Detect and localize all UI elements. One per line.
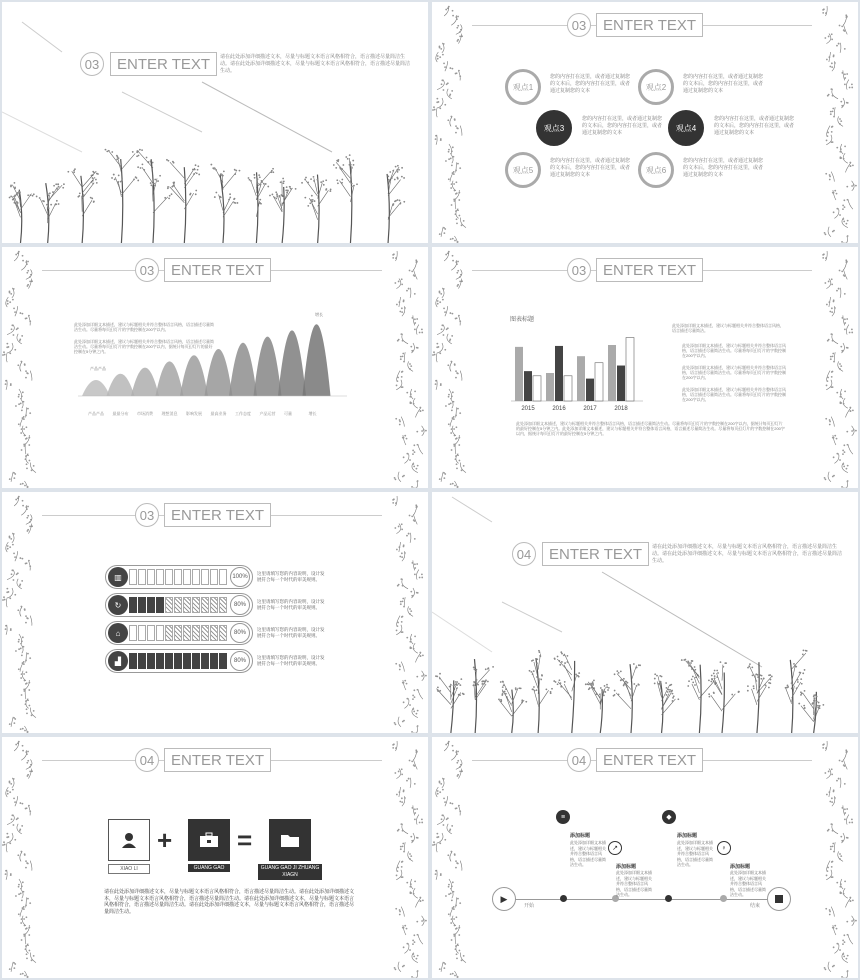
- bar: [524, 371, 532, 401]
- point-3-text: 您的内容打在这里，或者通过复制您的文本后，您的内容打在这里，或者通过复制您的文本: [582, 116, 663, 136]
- section-number: 03: [567, 258, 591, 282]
- tree: [269, 178, 296, 243]
- hill-label: 最最分布: [112, 411, 129, 416]
- progress-cell: [183, 569, 191, 585]
- progress-cell: [129, 625, 137, 641]
- slide-6[interactable]: [432, 492, 858, 733]
- progress-cell: [210, 625, 218, 641]
- milestone-4-text: 此处添加详细文本描述，建议与标题相关并符合整体语言风格，语言描述尽量简洁生动。: [730, 870, 766, 897]
- progress-text: 这里请填写您的内容说明，设计发展符合每一个时代的审美规则。: [257, 599, 325, 610]
- slide-title: ENTER TEXT: [596, 258, 703, 282]
- hill-label: 理想消息: [161, 411, 178, 416]
- progress-row: [105, 565, 327, 589]
- floral-border-left: [432, 737, 468, 978]
- hill-shape: [82, 380, 110, 396]
- progress-cell: [156, 653, 164, 669]
- milestone-2-text: 此处添加详细文本描述，建议与标题相关并符合整体语言风格，语言描述尽量简洁生动。: [616, 870, 652, 897]
- tree: [613, 663, 641, 733]
- bullet-2: 此处添加详细文本描述，建议与标题相关并符合整体语言风格，语言描述尽量简洁生动。尽量将每页幻灯片的字数控制在200字以内。: [682, 365, 786, 380]
- chart-title: 图表标题: [510, 317, 535, 323]
- point-3-bubble: 观点3: [536, 110, 572, 146]
- plus-icon: +: [157, 825, 173, 855]
- tree: [301, 175, 331, 243]
- progress-cell: [156, 625, 164, 641]
- hill-shape: [254, 337, 282, 396]
- floral-border-left: [2, 492, 38, 733]
- area-hills-chart: [72, 303, 352, 423]
- stop-button[interactable]: [767, 887, 791, 911]
- progress-cell: [129, 653, 137, 669]
- progress-cell: [183, 653, 191, 669]
- bar-chart: [507, 327, 647, 417]
- timeline-dot: [665, 895, 672, 902]
- progress-cell: [174, 597, 182, 613]
- floral-border-left: [2, 737, 38, 978]
- first-hill-label: 产品产品: [90, 366, 106, 371]
- toolbox-label: GUANG GAO: [188, 864, 230, 872]
- tree-illustration: [432, 643, 858, 733]
- progress-text: 这里请填写您的内容说明，设计发展符合每一个时代的审美规则。: [257, 571, 325, 582]
- chart-footer-text: 此处添加详细文本描述，建议与标题相关并符合整体语言风格，语言描述尽量简洁生动。尽量将每页幻灯片的字数控制在200字以内，据统计每页幻灯片的最好控制在5分钟之内。此处添加详细文本描述，建议与标题相关并符合整体语言风格，语言描述尽量简洁生动。尽量将每页幻灯片的字数控制在200字以内，据统计每页幻灯片的最好控制在5分钟之内。: [516, 421, 785, 436]
- floral-border-left: [2, 247, 38, 488]
- bullet-3: 此处添加详细文本描述，建议与标题相关并符合整体语言风格，语言描述尽量简洁生动。尽量将每页幻灯片的字数控制在200字以内。: [682, 387, 786, 402]
- point-5-bubble: 观点5: [505, 152, 541, 188]
- floral-border-right: [392, 247, 428, 488]
- slide-7[interactable]: [2, 737, 428, 978]
- toolbox-box: [188, 819, 230, 861]
- progress-cell: [138, 625, 146, 641]
- section-number: 03: [135, 503, 159, 527]
- progress-cell: [210, 569, 218, 585]
- x-tick-label: 2015: [521, 406, 535, 412]
- hill-shape: [205, 349, 233, 396]
- milestone-1-title: 添加标题: [570, 833, 591, 839]
- tree: [747, 662, 773, 733]
- slide-description: 请在此处添加详细描述文本，尽量与标题文本语言风格相符合，语言描述尽量简洁生动。请在此处添加详细描述文本，尽量与标题文本语言风格相符合，语言描述尽量简洁生动。: [220, 54, 411, 74]
- hill-label: 影响发展: [186, 411, 202, 416]
- point-1-text: 您的内容打在这里，或者通过复制您的文本后，您的内容打在这里，或者通过复制您的文本: [550, 74, 631, 94]
- bar: [577, 356, 585, 401]
- progress-cell: [165, 569, 173, 585]
- progress-cell: [138, 569, 146, 585]
- refresh-icon: ↻: [108, 595, 128, 615]
- tree-illustration: [2, 143, 428, 243]
- slide-5[interactable]: [2, 492, 428, 733]
- progress-cell: [183, 597, 191, 613]
- progress-cell: [156, 569, 164, 585]
- slide-2[interactable]: [432, 2, 858, 243]
- person-box: [108, 819, 150, 861]
- progress-cell: [165, 653, 173, 669]
- tree: [67, 168, 98, 243]
- tree: [435, 673, 465, 733]
- point-6-text: 您的内容打在这里，或者通过复制您的文本后，您的内容打在这里，或者通过复制您的文本: [683, 158, 764, 178]
- section-number: 03: [135, 258, 159, 282]
- stop-icon: [775, 895, 783, 903]
- hill-label: 增长: [308, 411, 317, 416]
- hill-label: 最高业务: [210, 411, 227, 416]
- section-number: 04: [567, 748, 591, 772]
- percent-badge: 80%: [230, 651, 250, 671]
- floral-border-right: [822, 2, 858, 243]
- point-5-text: 您的内容打在这里，或者通过复制您的文本后，您的内容打在这里，或者通过复制您的文本: [550, 158, 631, 178]
- bar: [515, 347, 523, 401]
- tree: [105, 149, 140, 243]
- hill-label: 市场消费: [137, 411, 153, 416]
- user-icon: [120, 831, 138, 849]
- progress-cell: [201, 625, 209, 641]
- tree: [798, 690, 824, 733]
- slide-4[interactable]: [432, 247, 858, 488]
- slide-1[interactable]: [2, 2, 428, 243]
- tree: [553, 651, 580, 733]
- progress-cell: [219, 653, 227, 669]
- point-2-text: 您的内容打在这里，或者通过复制您的文本后，您的内容打在这里，或者通过复制您的文本: [683, 74, 764, 94]
- hill-shape: [180, 355, 208, 396]
- floral-border-left: [432, 2, 468, 243]
- progress-text: 这里请填写您的内容说明，设计发展符合每一个时代的审美规则。: [257, 655, 325, 666]
- section-number: 04: [135, 748, 159, 772]
- progress-cell: [138, 653, 146, 669]
- progress-cell: [174, 569, 182, 585]
- progress-cell: [129, 569, 137, 585]
- slide-description: 请在此处添加详细描述文本，尽量与标题文本语言风格相符合，语言描述尽量简洁生动。请在此处添加详细描述文本，尽量与标题文本语言风格相符合，语言描述尽量简洁生动。: [652, 544, 843, 564]
- slide-title: ENTER TEXT: [164, 503, 271, 527]
- floral-border-right: [392, 737, 428, 978]
- point-4-text: 您的内容打在这里，或者通过复制您的文本后，您的内容打在这里，或者通过复制您的文本: [714, 116, 795, 136]
- point-4-bubble: 观点4: [668, 110, 704, 146]
- bar: [555, 346, 563, 401]
- progress-cell: [192, 625, 200, 641]
- hill-label: 产品产品: [88, 411, 104, 416]
- progress-cell: [183, 625, 191, 641]
- hill-label: 工作态度: [235, 411, 251, 416]
- tree: [248, 168, 275, 243]
- milestone-1-text: 此处添加详细文本描述，建议与标题相关并符合整体语言风格，语言描述尽量简洁生动。: [570, 840, 606, 867]
- progress-cell: [174, 625, 182, 641]
- folder-label: GUANG GAO JI ZHUANG XIAGN: [258, 864, 322, 880]
- tree: [585, 679, 610, 733]
- floral-border-right: [822, 247, 858, 488]
- bar: [608, 345, 616, 401]
- progress-cell: [219, 569, 227, 585]
- percent-badge: 80%: [230, 595, 250, 615]
- hill-shape: [229, 343, 257, 396]
- milestone-3-text: 此处添加详细文本描述，建议与标题相关并符合整体语言风格，语言描述尽量简洁生动。: [677, 840, 713, 867]
- progress-row: [105, 593, 327, 617]
- folder-icon: [280, 832, 300, 848]
- toolbox-icon: [199, 832, 219, 848]
- hill-shape: [303, 324, 331, 396]
- tree: [210, 164, 240, 243]
- network-icon: ◆: [662, 810, 676, 824]
- point-2-bubble: 观点2: [638, 69, 674, 105]
- equals-icon: =: [237, 825, 253, 855]
- x-tick-label: 2017: [583, 406, 597, 412]
- slide-title: ENTER TEXT: [164, 258, 271, 282]
- slide-description: 请在此处添加详细描述文本，尽量与标题文本语言风格相符合，语言描述尽量简洁生动。请在此处添加详细描述文本，尽量与标题文本语言风格相符合，语言描述尽量简洁生动。请在此处添加详细描述文本，尽量与标题文本语言风格相符合，语言描述尽量简洁生动。请在此处添加详细描述文本，尽量与标题文本语言风格相符合，语言描述尽量简洁生动。: [104, 889, 355, 915]
- hill-shape: [156, 361, 184, 396]
- progress-cell: [201, 569, 209, 585]
- timeline-axis: [507, 899, 777, 900]
- person-label: XIAO LI: [108, 864, 150, 874]
- end-label: 结束: [750, 903, 761, 909]
- progress-cell: [219, 597, 227, 613]
- timeline-dot: [560, 895, 567, 902]
- description-2: 此处添加详细文本描述，建议与标题相关并符合整体语言风格，语言描述尽量简洁生动。尽量将每页幻灯片的字数控制在200字以内，据统计每页幻灯片的最好控制在5分钟之内。: [74, 339, 214, 354]
- tree: [9, 182, 35, 243]
- x-tick-label: 2018: [614, 406, 628, 412]
- progress-cell: [165, 625, 173, 641]
- milestone-4-title: 添加标题: [730, 864, 751, 870]
- chart-description: 此处添加详细文本描述，建议与标题相关并符合整体语言风格，语言描述尽量简洁。: [672, 323, 784, 333]
- bar: [595, 363, 603, 401]
- start-label: 开始: [524, 903, 535, 909]
- tree: [708, 661, 740, 733]
- hill-label: 可量: [284, 411, 292, 416]
- tree: [473, 659, 494, 733]
- floral-border-left: [432, 247, 468, 488]
- progress-cell: [174, 653, 182, 669]
- progress-cell: [201, 597, 209, 613]
- description-1: 此处添加详细文本描述，建议与标题相关并符合整体语言风格，语言描述尽量简洁生动。尽量将每页幻灯片的字数控制在200字以内。: [74, 322, 214, 332]
- list-icon: ≡: [556, 810, 570, 824]
- tree: [498, 681, 527, 733]
- slide-title: ENTER TEXT: [110, 52, 217, 76]
- home-icon: ⌂: [108, 623, 128, 643]
- tree: [529, 650, 553, 733]
- section-number: 03: [567, 13, 591, 37]
- slide-3[interactable]: [2, 247, 428, 488]
- point-6-bubble: 观点6: [638, 152, 674, 188]
- progress-cell: [165, 597, 173, 613]
- section-number: 04: [512, 542, 536, 566]
- progress-cell: [147, 653, 155, 669]
- point-1-bubble: 观点1: [505, 69, 541, 105]
- tree: [387, 165, 405, 243]
- progress-cell: [219, 625, 227, 641]
- bar: [617, 366, 625, 401]
- progress-row: [105, 649, 327, 673]
- bar: [533, 376, 541, 401]
- hill-shape: [131, 368, 159, 396]
- growth-icon: ▟: [108, 651, 128, 671]
- timeline-dot: [720, 895, 727, 902]
- percent-badge: 80%: [230, 623, 250, 643]
- slide-title: ENTER TEXT: [596, 13, 703, 37]
- folder-box: [269, 819, 311, 861]
- bar-chart-icon: ▥: [108, 567, 128, 587]
- floral-border-right: [822, 737, 858, 978]
- progress-cell: [210, 597, 218, 613]
- slide-title: ENTER TEXT: [542, 542, 649, 566]
- tree: [36, 183, 65, 243]
- progress-row: [105, 621, 327, 645]
- lightbulb-icon: ♀: [717, 841, 731, 855]
- progress-cell: [156, 597, 164, 613]
- progress-cell: [192, 597, 200, 613]
- progress-cell: [192, 653, 200, 669]
- top-hill-label: 增长: [315, 312, 323, 317]
- hill-label: 产品运营: [259, 411, 276, 416]
- progress-cell: [147, 569, 155, 585]
- tree: [654, 673, 679, 733]
- milestone-2-title: 添加标题: [616, 864, 637, 870]
- progress-cell: [210, 653, 218, 669]
- progress-text: 这里请填写您的内容说明，设计发展符合每一个时代的审美规则。: [257, 627, 325, 638]
- share-icon: ↗: [608, 841, 622, 855]
- bar: [626, 338, 634, 401]
- progress-cell: [147, 597, 155, 613]
- tree: [136, 149, 172, 243]
- bar: [586, 379, 594, 401]
- tree: [166, 159, 200, 243]
- hill-shape: [278, 330, 306, 396]
- slide-title: ENTER TEXT: [596, 748, 703, 772]
- slide-title: ENTER TEXT: [164, 748, 271, 772]
- bar: [546, 373, 554, 401]
- bar: [564, 376, 572, 401]
- x-tick-label: 2016: [552, 406, 566, 412]
- progress-cell: [201, 653, 209, 669]
- percent-badge: 100%: [230, 567, 250, 587]
- milestone-3-title: 添加标题: [677, 833, 698, 839]
- tree: [333, 154, 358, 243]
- bullet-1: 此处添加详细文本描述，建议与标题相关并符合整体语言风格，语言描述尽量简洁生动。尽量将每页幻灯片的字数控制在200字以内。: [682, 343, 786, 358]
- hill-shape: [107, 374, 135, 396]
- progress-cell: [192, 569, 200, 585]
- floral-border-right: [392, 492, 428, 733]
- play-button[interactable]: ▶: [492, 887, 516, 911]
- progress-cell: [147, 625, 155, 641]
- section-number: 03: [80, 52, 104, 76]
- progress-cell: [138, 597, 146, 613]
- slide-8[interactable]: [432, 737, 858, 978]
- progress-cell: [129, 597, 137, 613]
